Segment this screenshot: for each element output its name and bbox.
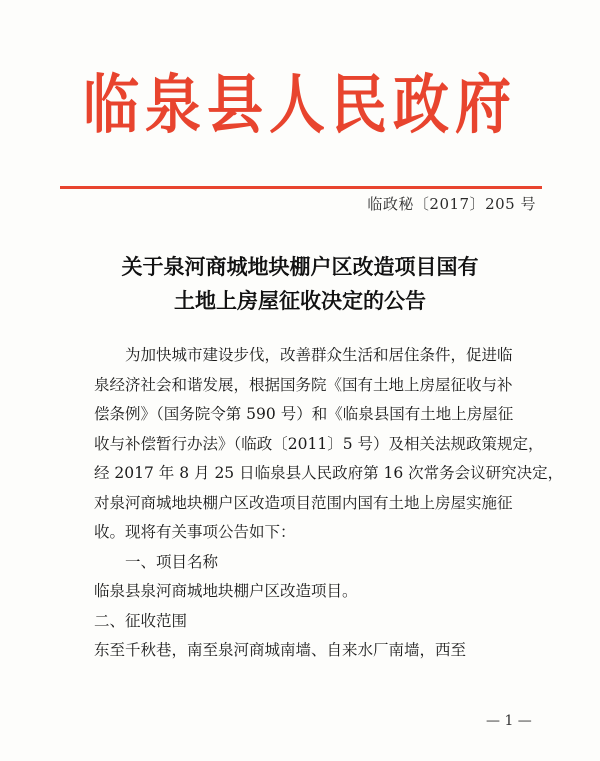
body-line: 泉经济社会和谐发展，根据国务院《国有土地上房屋征收与补 [94, 375, 513, 394]
document-title [60, 250, 540, 318]
page-number: — 1 — [486, 713, 532, 729]
section-text-scope: 东至千秋巷，南至泉河商城南墙、自来水厂南墙，西至 [94, 641, 467, 659]
body-line: 为加快城市建设步伐，改善群众生活和居住条件，促进临 [125, 346, 513, 364]
section-text-project-name: 临泉县泉河商城地块棚户区改造项目。 [94, 582, 358, 600]
red-header-rule [60, 186, 542, 189]
body-line: 偿条例》（国务院令第 590 号）和《临泉县国有土地上房屋征 [94, 405, 514, 423]
body-line: 收与补偿暂行办法》（临政〔2011〕5 号）及相关法规政策规定， [94, 434, 544, 453]
document-body [94, 341, 564, 666]
body-line: 对泉河商城地块棚户区改造项目范围内国有土地上房屋实施征 [94, 493, 513, 512]
body-line: 经 2017 年 8 月 25 日临泉县人民政府第 16 次常务会议研究决定， [94, 464, 564, 482]
issuer-masthead: 临泉县人民政府 [83, 68, 517, 143]
title-line-2: 土地上房屋征收决定的公告 [174, 288, 426, 313]
title-line-1: 关于泉河商城地块棚户区改造项目国有 [121, 254, 479, 279]
section-heading-scope: 二、征收范围 [94, 611, 188, 630]
body-line: 收。现将有关事项公告如下： [94, 523, 296, 541]
section-heading-project-name: 一、项目名称 [125, 552, 219, 571]
document-number: 临政秘〔2017〕205 号 [367, 195, 536, 213]
